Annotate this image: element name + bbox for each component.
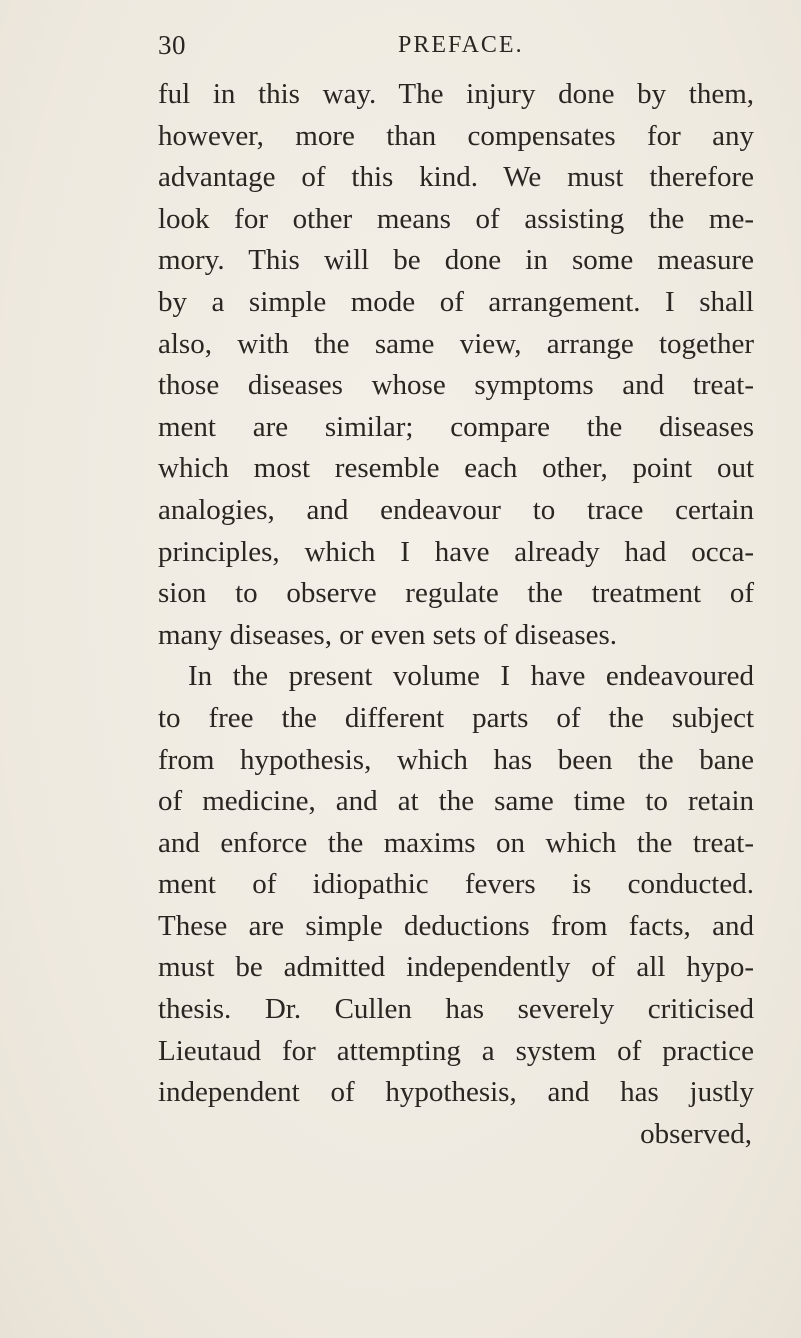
text-line: These are simple deductions from facts, and — [158, 909, 754, 942]
text-line: advantage of this kind. We must therefore — [158, 161, 754, 194]
text-line: those diseases whose symptoms and treat- — [158, 369, 754, 402]
text-line: principles, which I have already had occa- — [158, 535, 754, 568]
text-line: ment of idiopathic fevers is conducted. — [158, 868, 754, 901]
text-line: sion to observe regulate the treatment of — [158, 577, 754, 610]
text-line: of medicine, and at the same time to retain — [158, 785, 754, 818]
page-header — [158, 30, 758, 66]
text-line: which most resemble each other, point out — [158, 452, 754, 485]
text-line: however, more than compensates for any — [158, 119, 754, 152]
text-line: ment are similar; compare the diseases — [158, 410, 754, 443]
text-line: and enforce the maxims on which the treat- — [158, 826, 754, 859]
text-line: also, with the same view, arrange together — [158, 327, 754, 360]
catchword: observed, — [640, 1117, 752, 1150]
text-line: to free the different parts of the subject — [158, 701, 754, 734]
text-line: look for other means of assisting the me- — [158, 202, 754, 235]
text-line: many diseases, or even sets of diseases. — [158, 618, 618, 651]
body-text — [158, 74, 754, 1155]
text-line: mory. This will be done in some measure — [158, 244, 754, 277]
text-line: analogies, and endeavour to trace certain — [158, 493, 754, 526]
text-line: by a simple mode of arrangement. I shall — [158, 285, 754, 318]
text-line: thesis. Dr. Cullen has severely criticised — [158, 993, 754, 1026]
running-head: PREFACE. — [398, 32, 524, 58]
text-line: from hypothesis, which has been the bane — [158, 743, 754, 776]
paragraph-start-line: In the present volume I have endeavoured — [188, 660, 754, 693]
text-line: independent of hypothesis, and has justly — [158, 1076, 754, 1109]
text-line: Lieutaud for attempting a system of practice — [158, 1034, 754, 1067]
page-number: 30 — [158, 30, 186, 60]
text-line: must be admitted independently of all hypo- — [158, 951, 754, 984]
text-line: ful in this way. The injury done by them, — [158, 78, 754, 110]
